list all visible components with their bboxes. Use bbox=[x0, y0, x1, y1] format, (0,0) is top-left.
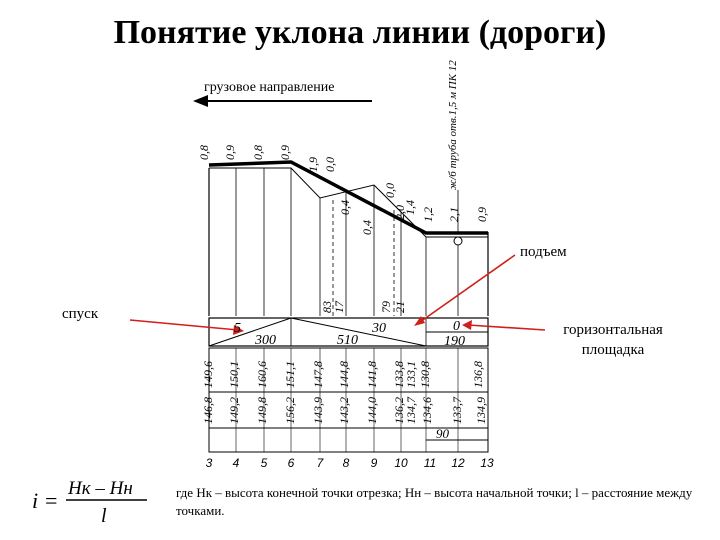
formula-footnote: где Hк – высота конечной точки отрезка; Hн – высота начальной точки; l – расстояние между точками. bbox=[176, 485, 693, 518]
picket-label: 6 bbox=[287, 456, 295, 470]
descent-pointer bbox=[130, 320, 238, 330]
culvert-icon bbox=[454, 237, 462, 245]
profile-mark: 0,8 bbox=[251, 145, 265, 160]
grade-value-4: 0 bbox=[453, 319, 460, 334]
picket-label: 8 bbox=[342, 456, 350, 470]
picket-label: 4 bbox=[232, 456, 240, 470]
structure-note: ж/б труба отв.1,5 м ПК 12 bbox=[447, 60, 459, 190]
ascent-label: подъем bbox=[520, 244, 567, 260]
ground-elevation: 146,8 bbox=[201, 397, 215, 424]
segment-mark: 17 bbox=[332, 301, 346, 313]
picket-label: 13 bbox=[480, 456, 494, 470]
profile-mark: 0,0 bbox=[323, 157, 337, 172]
profile-mark: 0,9 bbox=[223, 145, 237, 160]
design-elevation: 133,1 bbox=[404, 361, 418, 388]
horizontal-pointer bbox=[468, 325, 545, 330]
design-elevation: 130,8 bbox=[418, 361, 432, 388]
formula-lhs: i = bbox=[32, 488, 59, 513]
profile-mark: 0,4 bbox=[360, 220, 374, 235]
picket-label: 7 bbox=[316, 456, 324, 470]
grade-diagonal-1 bbox=[209, 318, 291, 346]
curve-value: 90 bbox=[436, 426, 449, 441]
horizontal-label: горизонтальная площадка bbox=[563, 322, 663, 358]
ground-elevation: 133,7 bbox=[450, 397, 464, 424]
page-title: Понятие уклона линии (дороги) bbox=[113, 14, 607, 51]
picket-label: 12 bbox=[451, 456, 465, 470]
picket-label: 11 bbox=[423, 456, 437, 470]
ground-elevation: 144,0 bbox=[365, 397, 379, 424]
ground-elevation: 134,7 bbox=[404, 397, 418, 424]
formula-denominator: l bbox=[101, 505, 107, 527]
profile-mark: 0,8 bbox=[197, 145, 211, 160]
ground-elevation: 143,2 bbox=[337, 397, 351, 424]
picket-label: 9 bbox=[370, 456, 378, 470]
ground-elevation: 149,2 bbox=[227, 397, 241, 424]
segment-mark: 79 bbox=[379, 301, 393, 313]
profile-mark: 0,0 bbox=[383, 183, 397, 198]
profile-mark: 2,1 bbox=[447, 207, 461, 222]
design-elevation: 141,8 bbox=[365, 361, 379, 388]
ground-elevation: 134,9 bbox=[474, 397, 488, 424]
ground-elevation: 134,6 bbox=[420, 397, 434, 424]
ground-elevation: 136,2 bbox=[392, 397, 406, 424]
profile-mark: 1,4 bbox=[403, 200, 417, 215]
design-elevation: 149,6 bbox=[201, 361, 215, 388]
design-elevation: 136,8 bbox=[471, 361, 485, 388]
picket-label: 10 bbox=[394, 456, 408, 470]
picket-label: 3 bbox=[205, 456, 213, 470]
grade-diagonal-2 bbox=[291, 318, 426, 346]
design-elevation: 144,8 bbox=[337, 361, 351, 388]
profile-mark: 1,9 bbox=[306, 157, 320, 172]
cargo-direction-arrowhead bbox=[193, 95, 208, 107]
design-elevation: 160,6 bbox=[255, 361, 269, 388]
profile-mark: 0,9 bbox=[278, 145, 292, 160]
formula-numerator: Hк – Hн bbox=[68, 478, 133, 499]
design-elevation: 147,8 bbox=[311, 361, 325, 388]
segment-mark: 21 bbox=[393, 301, 407, 313]
grade-length-4: 190 bbox=[444, 334, 465, 349]
ascent-pointer bbox=[420, 255, 515, 322]
profile-mark: 0,9 bbox=[475, 207, 489, 222]
profile-mark: 1,2 bbox=[421, 207, 435, 222]
profile-mark: 2,0 bbox=[393, 205, 407, 220]
ground-elevation: 156,2 bbox=[283, 397, 297, 424]
design-elevation: 151,1 bbox=[283, 361, 297, 388]
grade-length-1: 300 bbox=[255, 333, 276, 348]
ground-elevation: 149,8 bbox=[255, 397, 269, 424]
design-elevation: 133,8 bbox=[392, 361, 406, 388]
grade-value-1: 5 bbox=[234, 321, 241, 336]
grade-length-2: 510 bbox=[337, 333, 358, 348]
segment-mark: 83 bbox=[320, 301, 334, 313]
cargo-direction-label: грузовое направление bbox=[204, 80, 335, 95]
ground-elevation: 143,9 bbox=[311, 397, 325, 424]
descent-label: спуск bbox=[62, 306, 99, 322]
profile-mark: 0,4 bbox=[338, 200, 352, 215]
grade-value-3: 30 bbox=[372, 321, 386, 336]
picket-label: 5 bbox=[260, 456, 268, 470]
design-elevation: 150,1 bbox=[227, 361, 241, 388]
